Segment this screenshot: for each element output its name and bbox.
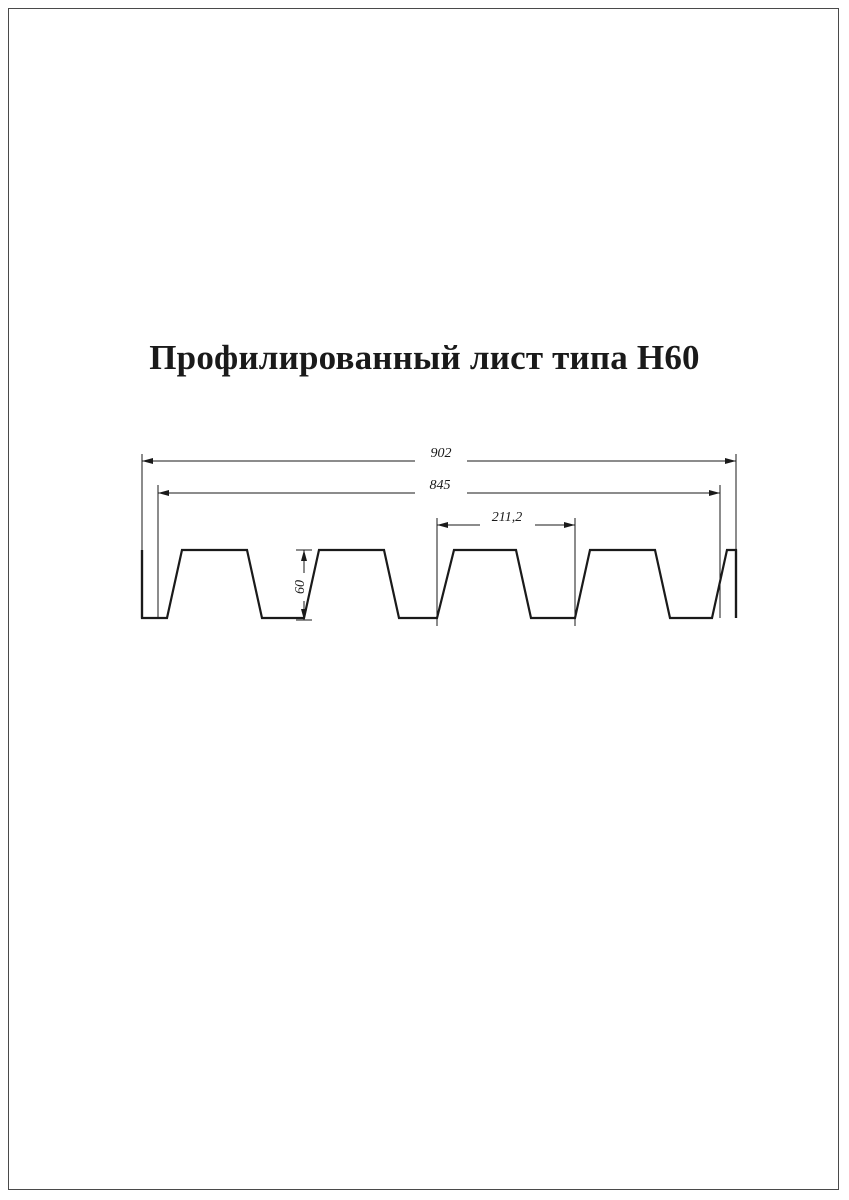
dimension-wave-pitch xyxy=(437,510,575,528)
dimension-label-working-width: 845 xyxy=(429,478,451,493)
dimension-label-profile-height: 60 xyxy=(293,580,308,594)
dimension-profile-height xyxy=(292,550,312,620)
dimension-label-wave-pitch: 211,2 xyxy=(491,510,523,525)
dimension-label-overall-width: 902 xyxy=(430,446,452,461)
dimension-overall-width xyxy=(142,446,736,464)
profile-cross-section-outline xyxy=(142,550,736,618)
technical-drawing xyxy=(120,430,760,680)
page-title: Профилированный лист типа Н60 xyxy=(149,338,700,377)
dimension-working-width xyxy=(158,478,720,496)
